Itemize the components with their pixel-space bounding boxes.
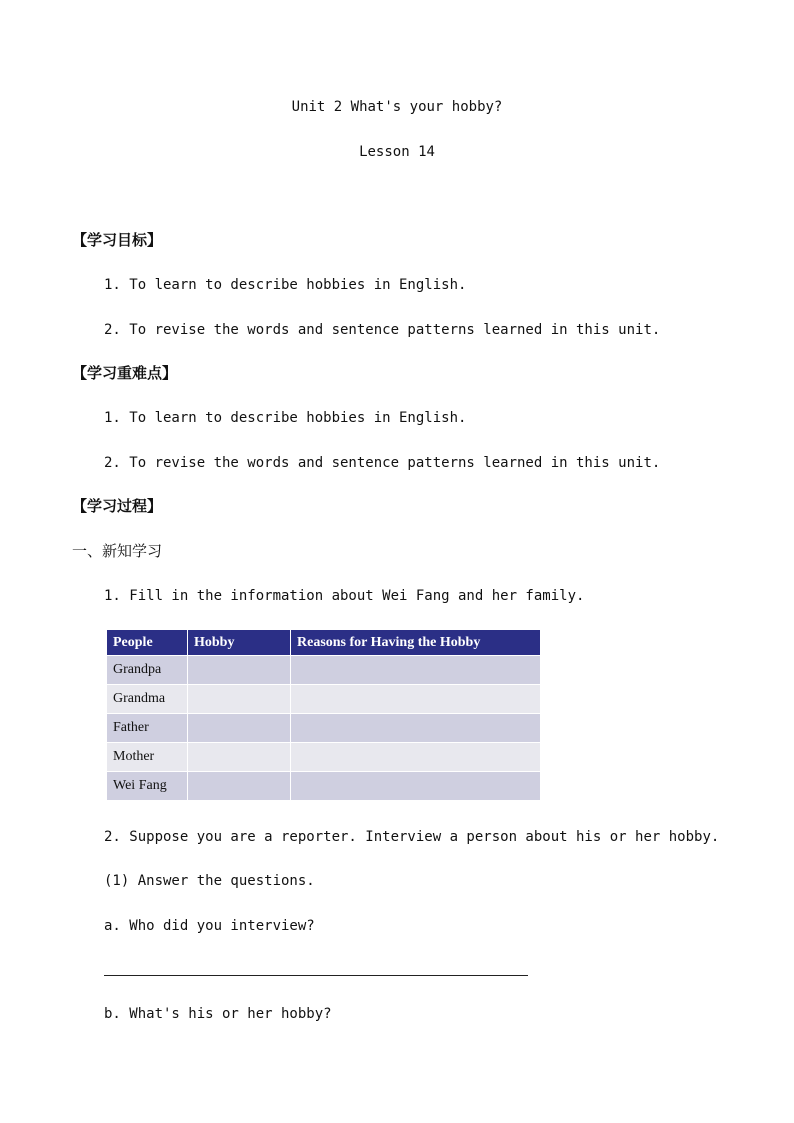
table-header: People xyxy=(107,630,188,656)
hobby-cell[interactable] xyxy=(188,714,291,743)
table-header: Reasons for Having the Hobby xyxy=(291,630,541,656)
person-cell: Father xyxy=(107,714,188,743)
key-points-heading: 【学习重难点】 xyxy=(72,364,178,382)
reason-cell[interactable] xyxy=(291,772,541,801)
reason-cell[interactable] xyxy=(291,743,541,772)
person-cell: Grandma xyxy=(107,685,188,714)
question-a: a. Who did you interview? xyxy=(104,918,315,934)
objective-item: 2. To revise the words and sentence patterns learned in this unit. xyxy=(104,322,661,338)
person-cell: Wei Fang xyxy=(107,772,188,801)
document-title: Unit 2 What's your hobby? xyxy=(291,99,503,115)
table-row xyxy=(107,772,541,801)
table-row xyxy=(107,685,541,714)
answer-line[interactable] xyxy=(104,975,528,976)
task-2-instruction: 2. Suppose you are a reporter. Interview a person about his or her hobby. xyxy=(104,829,720,845)
lesson-number: Lesson 14 xyxy=(359,144,435,160)
key-point-item: 1. To learn to describe hobbies in English. xyxy=(104,410,467,426)
process-heading: 【学习过程】 xyxy=(72,497,163,515)
question-b: b. What's his or her hobby? xyxy=(104,1006,332,1022)
hobby-cell[interactable] xyxy=(188,656,291,685)
hobby-cell[interactable] xyxy=(188,772,291,801)
objectives-heading: 【学习目标】 xyxy=(72,231,163,249)
table-header: Hobby xyxy=(188,630,291,656)
person-cell: Grandpa xyxy=(107,656,188,685)
hobby-table xyxy=(106,629,541,801)
key-point-item: 2. To revise the words and sentence patterns learned in this unit. xyxy=(104,455,661,471)
objective-item: 1. To learn to describe hobbies in English. xyxy=(104,277,467,293)
task-1-instruction: 1. Fill in the information about Wei Fang and her family. xyxy=(104,588,585,604)
person-cell: Mother xyxy=(107,743,188,772)
reason-cell[interactable] xyxy=(291,714,541,743)
reason-cell[interactable] xyxy=(291,656,541,685)
hobby-cell[interactable] xyxy=(188,743,291,772)
table-row xyxy=(107,743,541,772)
section-heading: 一、新知学习 xyxy=(72,542,163,560)
sub-task-heading: (1) Answer the questions. xyxy=(104,873,315,889)
table-row xyxy=(107,714,541,743)
table-row xyxy=(107,656,541,685)
reason-cell[interactable] xyxy=(291,685,541,714)
hobby-cell[interactable] xyxy=(188,685,291,714)
